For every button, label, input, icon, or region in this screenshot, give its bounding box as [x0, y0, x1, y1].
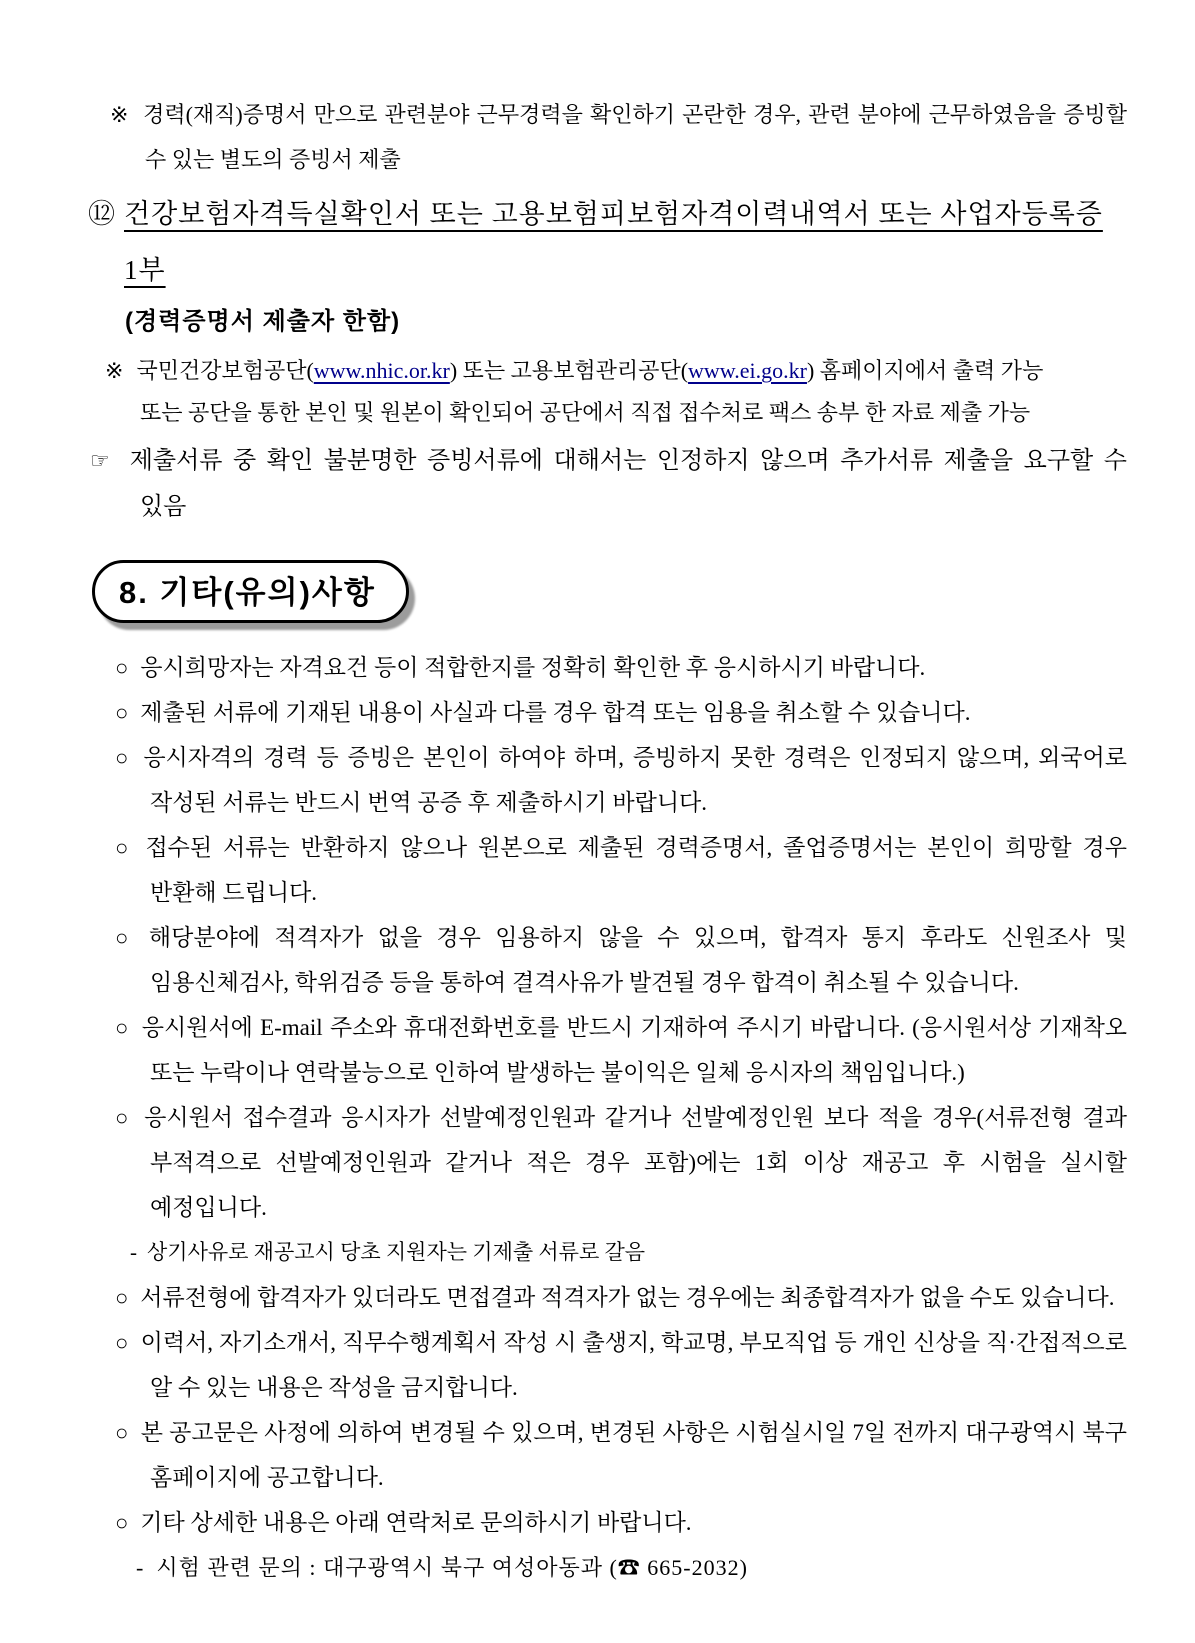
list-item	[88, 1410, 1127, 1500]
circle-bullet-icon: ○	[115, 1105, 133, 1130]
item-12-heading	[88, 186, 1127, 298]
item-12-title-text: 건강보험자격득실확인서 또는 고용보험피보험자격이력내역서 또는 사업자등록증 1부	[124, 199, 1103, 285]
list-item-text: 제출된 서류에 기재된 내용이 사실과 다를 경우 합격 또는 임용을 취소할 수 있습니다.	[140, 700, 971, 725]
list-item	[88, 915, 1127, 1005]
circle-bullet-icon: ○	[115, 1510, 129, 1535]
circle-bullet-icon: ○	[115, 700, 129, 725]
circle-bullet-icon: ○	[115, 655, 129, 680]
note-unclear-documents	[88, 438, 1127, 530]
list-item	[88, 1500, 1127, 1545]
pointing-hand-icon: ☞	[90, 448, 110, 473]
list-item-text: 응시원서에 E-mail 주소와 휴대전화번호를 반드시 기재하여 주시기 바랍니다. (응시원서상 기재착오 또는 누락이나 연락불능으로 인하여 발생하는 불이익은 일체 응시자의 책임입니다.)	[141, 1015, 1128, 1085]
section-8-header	[92, 560, 1127, 623]
note-unclear-documents-text: 제출서류 중 확인 불분명한 증빙서류에 대해서는 인정하지 않으며 추가서류 제출을 요구할 수 있음	[129, 448, 1127, 520]
list-subitem-contact	[88, 1545, 1127, 1590]
list-item-text: 접수된 서류는 반환하지 않으나 원본으로 제출된 경력증명서, 졸업증명서는 본인이 희망할 경우 반환해 드립니다.	[145, 835, 1127, 905]
note-insurance-text-2: ) 또는 고용보험관리공단(	[449, 358, 689, 383]
list-item	[88, 690, 1127, 735]
list-item-text: 서류전형에 합격자가 있더라도 면접결과 적격자가 없는 경우에는 최종합격자가 없을 수도 있습니다.	[140, 1285, 1115, 1310]
list-item	[88, 1005, 1127, 1095]
list-subitem	[88, 1230, 1127, 1275]
list-item	[88, 825, 1127, 915]
dash-bullet-icon: -	[136, 1555, 145, 1580]
nhic-website-link[interactable]: www.nhic.or.kr	[313, 358, 450, 383]
circled-12-icon: ⑫	[88, 199, 116, 229]
note-insurance-line-2: 또는 공단을 통한 본인 및 원본이 확인되어 공단에서 직접 접수처로 팩스 송부 한 자료 제출 가능	[140, 400, 1031, 425]
list-item-text: 기타 상세한 내용은 아래 연락처로 문의하시기 바랍니다.	[140, 1510, 692, 1535]
list-item-text: 응시자격의 경력 등 증빙은 본인이 하여야 하며, 증빙하지 못한 경력은 인정되지 않으며, 외국어로 작성된 서류는 반드시 번역 공증 후 제출하시기 바랍니다.	[143, 745, 1127, 815]
list-subitem-text: 상기사유로 재공고시 당초 지원자는 기제출 서류로 갈음	[147, 1240, 646, 1264]
list-item-text: 해당분야에 적격자가 없을 경우 임용하지 않을 수 있으며, 합격자 통지 후라도 신원조사 및 임용신체검사, 학위검증 등을 통하여 결격사유가 발견될 경우 합격이 취소될 수 있습니다.	[148, 925, 1127, 995]
circle-bullet-icon: ○	[115, 835, 134, 860]
contact-info-text: 시험 관련 문의 : 대구광역시 북구 여성아동과 (☎ 665-2032)	[156, 1555, 748, 1580]
section-8-list	[88, 645, 1127, 1590]
note-insurance-text-1: 국민건강보험공단(	[136, 358, 314, 383]
list-item	[88, 1320, 1127, 1410]
circle-bullet-icon: ○	[115, 1285, 129, 1310]
list-item	[88, 645, 1127, 690]
section-8-title-pill: 8. 기타(유의)사항	[92, 560, 409, 623]
list-item	[88, 1275, 1127, 1320]
reference-mark-icon: ※	[110, 102, 131, 127]
reference-mark-icon: ※	[105, 358, 124, 383]
note-career-certificate	[88, 92, 1127, 182]
circle-bullet-icon: ○	[115, 1015, 130, 1040]
note-insurance-websites	[88, 350, 1127, 434]
dash-bullet-icon: -	[130, 1240, 137, 1264]
circle-bullet-icon: ○	[115, 1330, 129, 1355]
note-career-certificate-text: 경력(재직)증명서 만으로 관련분야 근무경력을 확인하기 곤란한 경우, 관련 분야에 근무하였음을 증빙할 수 있는 별도의 증빙서 제출	[143, 102, 1127, 172]
list-item	[88, 735, 1127, 825]
ei-website-link[interactable]: www.ei.go.kr	[688, 358, 807, 383]
circle-bullet-icon: ○	[115, 925, 137, 950]
list-item	[88, 1095, 1127, 1230]
circle-bullet-icon: ○	[115, 1420, 129, 1445]
list-item-text: 이력서, 자기소개서, 직무수행계획서 작성 시 출생지, 학교명, 부모직업 등 개인 신상을 직·간접적으로 알 수 있는 내용은 작성을 금지합니다.	[140, 1330, 1127, 1400]
list-item-text: 응시희망자는 자격요건 등이 적합한지를 정확히 확인한 후 응시하시기 바랍니다.	[140, 655, 926, 680]
item-12-subtitle: (경력증명서 제출자 한함)	[125, 308, 401, 335]
circle-bullet-icon: ○	[115, 745, 132, 770]
list-item-text: 본 공고문은 사정에 의하여 변경될 수 있으며, 변경된 사항은 시험실시일 7일 전까지 대구광역시 북구 홈페이지에 공고합니다.	[140, 1420, 1127, 1490]
note-insurance-text-3: ) 홈페이지에서 출력 가능	[806, 358, 1044, 383]
list-item-text: 응시원서 접수결과 응시자가 선발예정인원과 같거나 선발예정인원 보다 적을 경우(서류전형 결과 부적격으로 선발예정인원과 같거나 적은 경우 포함)에는 1회 이상 재공고 후 시험을 실시할 예정입니다.	[144, 1105, 1127, 1220]
